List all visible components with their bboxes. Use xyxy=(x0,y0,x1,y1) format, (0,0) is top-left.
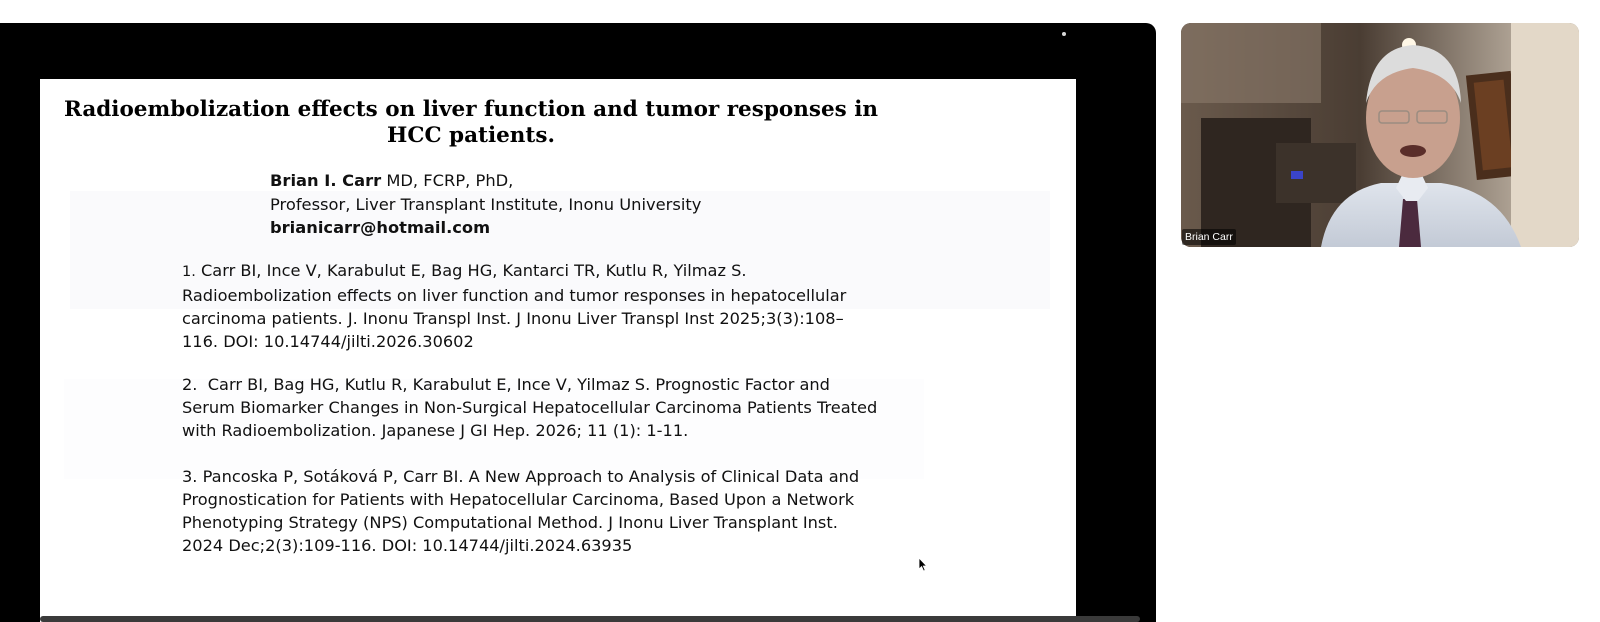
presentation-slide xyxy=(40,79,1076,622)
reference-line: Radioembolization effects on liver function and tumor responses in hepatocellular xyxy=(182,286,847,305)
share-indicator-dot xyxy=(1062,32,1066,36)
author-affiliation: Professor, Liver Transplant Institute, Inonu University xyxy=(270,194,702,214)
reference-line: with Radioembolization. Japanese J GI Hep. 2026; 11 (1): 1-11. xyxy=(182,421,689,440)
reference-item xyxy=(182,465,922,557)
author-credentials: MD, FCRP, PhD, xyxy=(381,171,514,190)
reference-number: 2. xyxy=(182,375,198,394)
participant-name-label: Brian Carr xyxy=(1182,229,1236,245)
reference-line: 3. Pancoska P, Sotáková P, Carr BI. A New Approach to Analysis of Clinical Data and xyxy=(182,467,860,486)
reference-item xyxy=(182,373,922,442)
reference-line: 116. DOI: 10.14744/jilti.2026.30602 xyxy=(182,332,474,351)
reference-line: Phenotyping Strategy (NPS) Computational Method. J Inonu Liver Transplant Inst. xyxy=(182,513,838,532)
participant-video-feed xyxy=(1181,23,1579,247)
reference-number: 1. xyxy=(182,264,196,280)
mouse-cursor-icon xyxy=(918,557,928,572)
share-toolbar-strip[interactable] xyxy=(40,616,1140,622)
author-name: Brian I. Carr xyxy=(270,171,382,190)
screen-share-panel xyxy=(0,23,1156,622)
reference-item xyxy=(182,259,922,353)
reference-line: 2024 Dec;2(3):109-116. DOI: 10.14744/jilti.2024.63935 xyxy=(182,536,633,555)
participant-video-tile[interactable] xyxy=(1181,23,1579,247)
reference-line: carcinoma patients. J. Inonu Transpl Inst. J Inonu Liver Transpl Inst 2025;3(3):108– xyxy=(182,309,844,328)
reference-line: Prognostication for Patients with Hepatocellular Carcinoma, Based Upon a Network xyxy=(182,490,855,509)
reference-line: 1. Carr BI, Ince V, Karabulut E, Bag HG, Kantarci TR, Kutlu R, Yilmaz S. xyxy=(182,261,747,280)
reference-line: Serum Biomarker Changes in Non-Surgical Hepatocellular Carcinoma Patients Treated xyxy=(182,398,878,417)
author-name-line xyxy=(270,169,701,193)
reference-number: 3. xyxy=(182,467,198,486)
reference-line: 2. Carr BI, Bag HG, Kutlu R, Karabulut E, Ince V, Yilmaz S. Prognostic Factor and xyxy=(182,375,830,394)
author-block xyxy=(270,169,701,240)
author-email: brianicarr@hotmail.com xyxy=(270,218,491,237)
slide-title: Radioembolization effects on liver function and tumor responses in HCC patients. xyxy=(63,97,879,148)
